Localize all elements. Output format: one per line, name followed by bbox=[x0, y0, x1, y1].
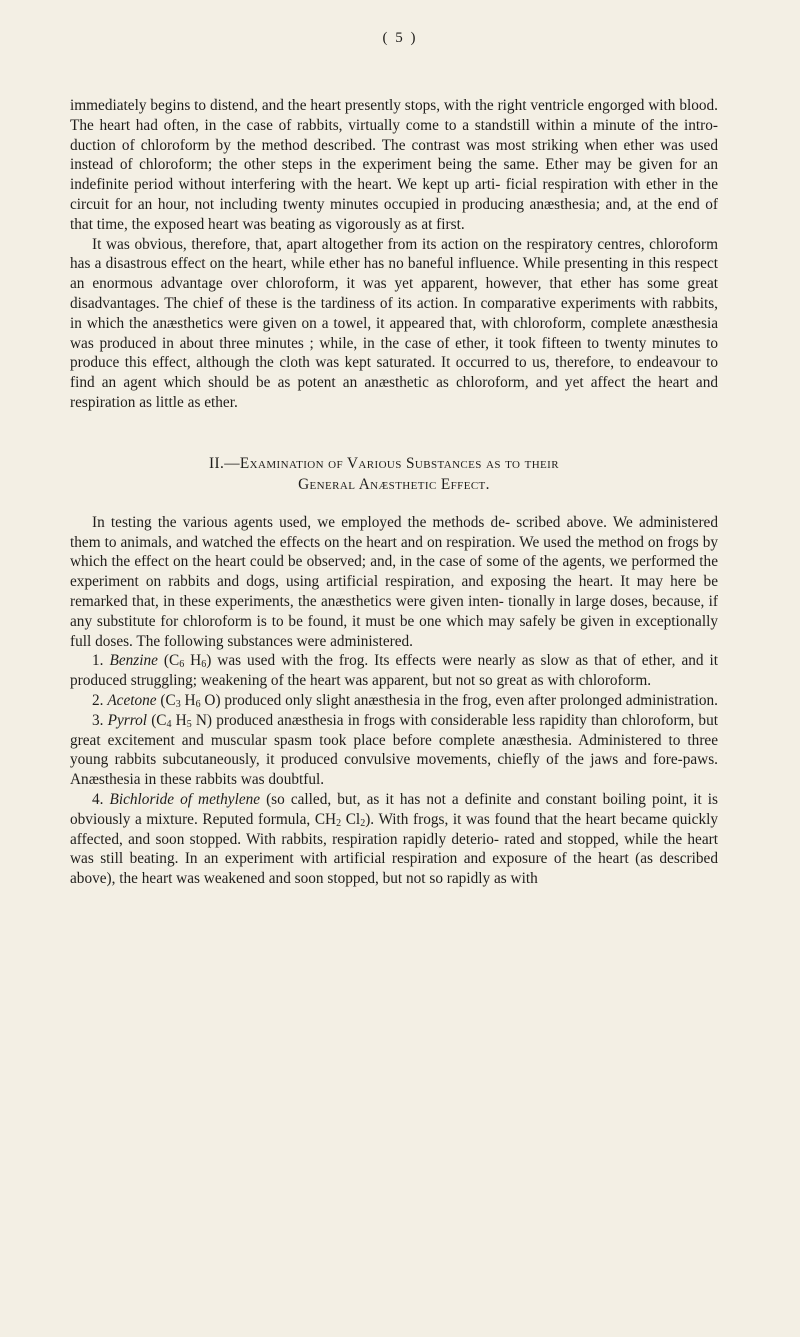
formula-part: (C bbox=[151, 711, 167, 729]
formula-subscript: 6 bbox=[179, 659, 185, 671]
formula-part: O) bbox=[200, 691, 221, 709]
list-item-bichloride-of-methylene bbox=[70, 790, 718, 889]
formula-part: H bbox=[180, 691, 196, 709]
formula-subscript: 3 bbox=[175, 698, 181, 710]
item-name: Acetone bbox=[107, 691, 157, 709]
formula-part: ) bbox=[206, 652, 212, 670]
paragraph-chloroform-vs-ether: It was obvious, therefore, that, apart altogether from its action on the respiratory centres, chloroform has a disastrous effect on the heart, while ether has no baneful influence. While presenting in this respect an enormous advantage over chloroform, it was yet apparent, however, that ether has some great disadvantages. The chief of these is the tardiness of its action. In comparative experiments with rabbits, in which the anæsthetics were given on a towel, it appeared that, with chloroform, complete anæsthesia was produced in about three minutes ; while, in the case of ether, it took fifteen to twenty minutes to produce this effect, although the cloth was kept saturated. It occurred to us, therefore, to endeavour to find an agent which should be as potent an anæsthetic as chloroform, and yet affect the heart and respiration as little as ether. bbox=[70, 235, 718, 411]
paragraph-continuation: immediately begins to distend, and the heart presently stops, with the right ventricle engorged with blood. The heart had often, in the case of rabbits, virtually come to a standstill within a minute of the intro- duction of chloroform by the method described. The contrast was most striking when ether was used instead of chloroform; the other steps in the experiment being the same. Ether may be given for an indefinite period without interfering with the heart. We kept up arti- ficial respiration with ether in the circuit for an hour, not including twenty minutes occupied in producing anæsthesia; and, at the end of that time, the exposed heart was beating as vigorously as at first. bbox=[70, 97, 718, 233]
item-name: Pyrrol bbox=[107, 711, 148, 729]
formula-subscript: 6 bbox=[201, 659, 207, 671]
item-number: 2. bbox=[92, 691, 104, 709]
item-text: produced anæsthesia in frogs with considerable less rapidity than chloroform, but great excitement and muscular spasm took place before complete anæsthesia. Administered to three young rabbits subcutaneously, it produced convulsive movements, chiefly of the jaws and fore-paws. Anæsthesia in these rabbits was doubtful. bbox=[70, 711, 718, 789]
formula-part: N) bbox=[191, 711, 213, 729]
item-name: Bichloride of methylene bbox=[109, 790, 261, 808]
formula-part: H bbox=[184, 652, 202, 670]
item-text: was used with the frog. Its effects were nearly as slow as that of ether, and it produced struggling; weakening of the heart was apparent, but not so great as with chloroform. bbox=[70, 652, 719, 690]
list-item-pyrrol bbox=[70, 711, 718, 790]
paragraph-methods: In testing the various agents used, we employed the methods de- scribed above. We administered them to animals, and watched the effects on the heart and on respiration. We used the method on frogs by which the effect on the heart could be observed; and, in the case of some of the agents, we performed the experiment on rabbits and dogs, using artificial respiration, and exposing the heart. It may here be remarked that, in these experiments, the anæsthetics were given inten- tionally in large doses, because, if any substitute for chloroform is to be found, it must be one which may safely be given in exceptionally full doses. The following substances were administered. bbox=[70, 513, 718, 650]
page-body bbox=[70, 96, 718, 889]
formula-part: (C bbox=[163, 652, 180, 670]
item-text: (so called, but, as it has not a definite and constant boiling point, it is obviously a mixture. Reputed formula, CH bbox=[70, 790, 719, 828]
formula-subscript: 2 bbox=[360, 817, 366, 829]
formula-part: (C bbox=[160, 691, 176, 709]
item-name: Benzine bbox=[109, 652, 158, 670]
section-heading bbox=[70, 453, 718, 495]
section-heading-line-1: II.—Examination of Various Substances as to their bbox=[209, 454, 559, 472]
formula-part: H bbox=[171, 711, 187, 729]
formula-subscript: 4 bbox=[166, 718, 172, 730]
formula-part: Cl bbox=[341, 810, 361, 828]
item-number: 4. bbox=[92, 790, 104, 808]
formula-subscript: 2 bbox=[336, 817, 342, 829]
item-text: produced only slight anæsthesia in the frog, even after prolonged administration. bbox=[220, 691, 719, 709]
list-item-acetone bbox=[70, 691, 718, 711]
section-heading-line-2: General Anæsthetic Effect. bbox=[298, 475, 490, 493]
formula-subscript: 6 bbox=[195, 698, 201, 710]
page-number: ( 5 ) bbox=[382, 30, 418, 46]
item-number: 1. bbox=[92, 652, 104, 670]
item-number: 3. bbox=[92, 711, 104, 729]
item-text: ). With frogs, it was found that the heart became quickly affected, and soon stopped. With rabbits, respiration rapidly deterio- rated and stopped, while the heart was still beating. In an experiment with artificial respiration and exposure of the heart (as described above), the heart was weakened and soon stopped, but not so rapidly as with bbox=[70, 810, 718, 888]
formula-subscript: 5 bbox=[186, 718, 192, 730]
list-item-benzine bbox=[70, 651, 718, 691]
